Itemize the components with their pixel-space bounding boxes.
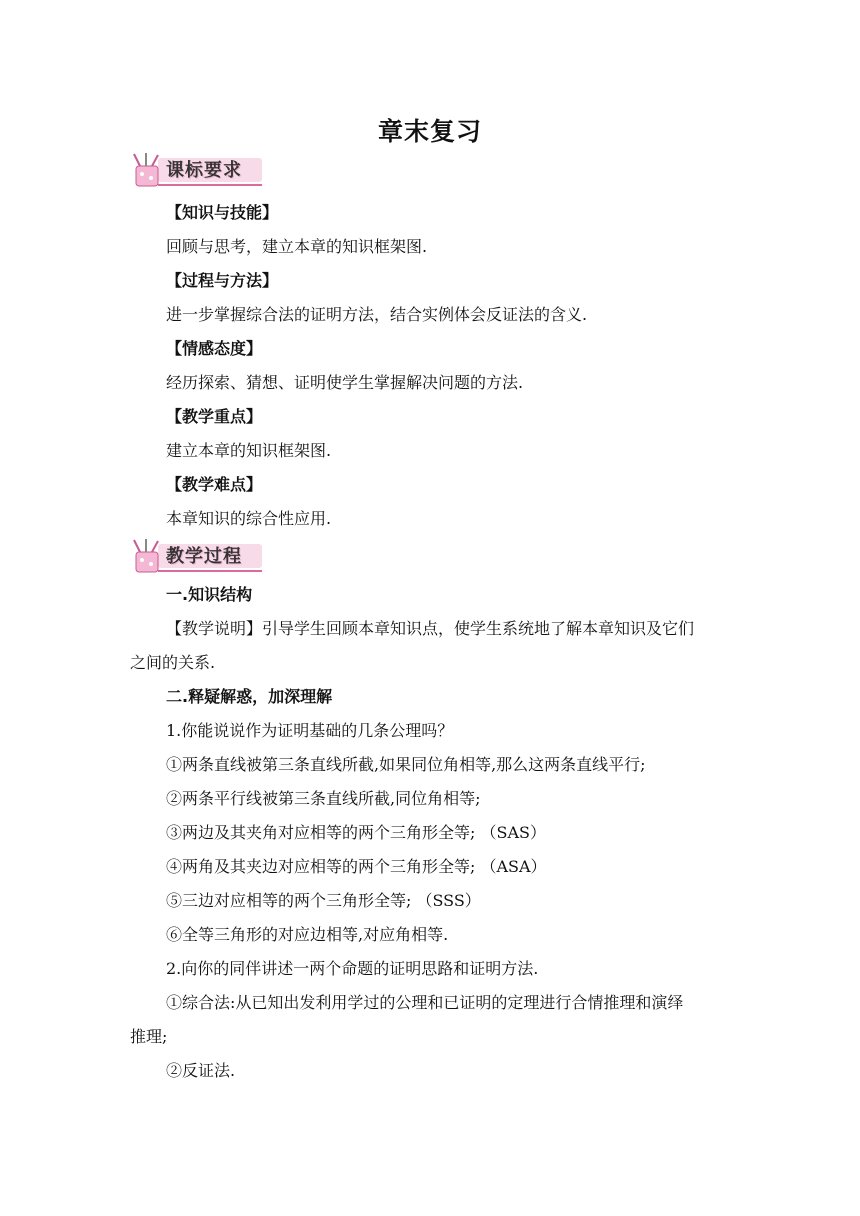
method-synthesis-line1: ①综合法:从已知出发利用学过的公理和已证明的定理进行合情推理和演绎 [166, 993, 684, 1012]
heading-emotion-attitude: 【情感态度】 [166, 339, 263, 358]
banner-label: 课标要求 [166, 160, 242, 181]
axiom-item: ①两条直线被第三条直线所截,如果同位角相等,那么这两条直线平行; [166, 755, 646, 774]
teaching-note-line2: 之间的关系. [130, 653, 216, 672]
axiom-item: ⑤三边对应相等的两个三角形全等; （SSS） [166, 891, 481, 910]
text-teaching-focus: 建立本章的知识框架图. [166, 441, 332, 460]
heading-knowledge-skills: 【知识与技能】 [166, 203, 279, 222]
heading-knowledge-structure: 一.知识结构 [166, 585, 253, 604]
text-teaching-difficulty: 本章知识的综合性应用. [166, 509, 332, 528]
heading-teaching-difficulty: 【教学难点】 [166, 475, 263, 494]
axiom-item: ④两角及其夹边对应相等的两个三角形全等; （ASA） [166, 857, 547, 876]
text-knowledge-skills: 回顾与思考，建立本章的知识框架图. [166, 237, 428, 256]
page-title: 章末复习 [377, 117, 482, 146]
section-banner-requirements [128, 152, 266, 192]
heading-clarify-doubts: 二.释疑解惑，加深理解 [166, 687, 333, 706]
axiom-item: ②两条平行线被第三条直线所截,同位角相等; [166, 789, 481, 808]
heading-teaching-focus: 【教学重点】 [166, 407, 263, 426]
section-banner-process [128, 538, 266, 578]
question-1: 1.你能说说作为证明基础的几条公理吗？ [166, 721, 454, 740]
heading-process-method: 【过程与方法】 [166, 271, 279, 290]
text-process-method: 进一步掌握综合法的证明方法，结合实例体会反证法的含义. [166, 305, 588, 324]
method-synthesis-line2: 推理; [130, 1027, 168, 1046]
teaching-note-line1: 【教学说明】引导学生回顾本章知识点，使学生系统地了解本章知识及它们 [166, 619, 695, 638]
text-emotion-attitude: 经历探索、猜想、证明使学生掌握解决问题的方法. [166, 373, 524, 392]
question-2: 2.向你的同伴讲述一两个命题的证明思路和证明方法. [166, 959, 539, 978]
banner-label: 教学过程 [166, 546, 242, 567]
axiom-item: ③两边及其夹角对应相等的两个三角形全等; （SAS） [166, 823, 546, 842]
method-contradiction: ②反证法. [166, 1061, 236, 1080]
axiom-item: ⑥全等三角形的对应边相等,对应角相等. [166, 925, 449, 944]
